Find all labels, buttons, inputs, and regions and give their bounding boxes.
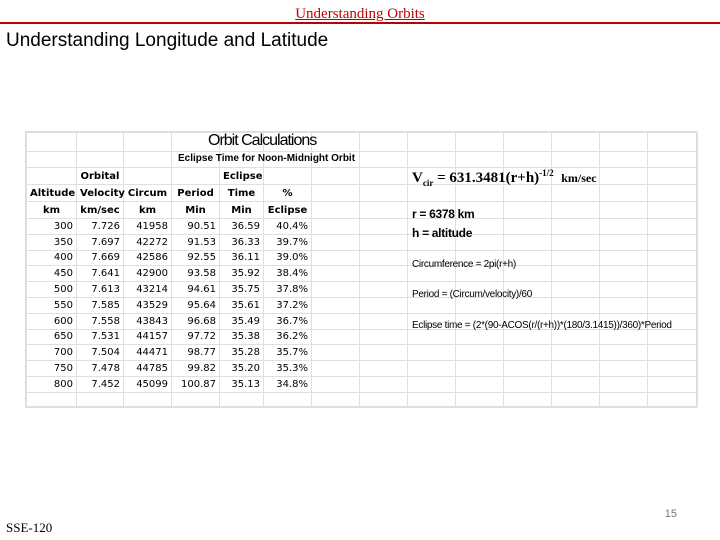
table-cell: 7.452 [77, 376, 124, 392]
table-cell: 99.82 [172, 361, 220, 377]
table-cell [552, 392, 600, 406]
table-cell [504, 234, 552, 250]
table-cell [504, 219, 552, 235]
orbit-table [26, 132, 698, 407]
table-cell: km [124, 202, 172, 219]
vcir-sub: cir [422, 178, 434, 188]
table-cell: 40.4% [264, 219, 312, 235]
table-cell [456, 392, 504, 406]
table-cell [648, 282, 698, 298]
radius-formula: r = 6378 km [412, 207, 475, 221]
table-cell [312, 376, 360, 392]
table-cell [360, 329, 408, 345]
table-cell: 44157 [124, 329, 172, 345]
table-cell [552, 376, 600, 392]
table-cell [360, 361, 408, 377]
table-cell: 35.13 [220, 376, 264, 392]
table-cell: Period [172, 185, 220, 202]
table-cell [264, 168, 312, 185]
table-cell [77, 133, 124, 152]
table-cell [552, 152, 600, 168]
table-cell [312, 202, 360, 219]
table-cell: Circum [124, 185, 172, 202]
table-cell: 90.51 [172, 219, 220, 235]
table-row [27, 219, 698, 235]
table-row [27, 133, 698, 152]
table-cell [360, 266, 408, 282]
table-cell [600, 168, 648, 185]
table-cell [27, 152, 77, 168]
table-cell [504, 329, 552, 345]
table-cell [312, 266, 360, 282]
table-cell [360, 133, 408, 152]
table-cell [648, 345, 698, 361]
table-cell [360, 376, 408, 392]
table-cell [408, 392, 456, 406]
table-cell: 43843 [124, 313, 172, 329]
table-cell: 7.726 [77, 219, 124, 235]
table-cell: km [27, 202, 77, 219]
table-cell [77, 392, 124, 406]
table-cell [312, 133, 360, 152]
table-cell: Orbital [77, 168, 124, 185]
table-cell [600, 202, 648, 219]
table-cell: Eclipse [264, 202, 312, 219]
table-cell [408, 345, 456, 361]
header-rule [0, 22, 720, 24]
table-cell: 38.4% [264, 266, 312, 282]
table-cell: 42586 [124, 250, 172, 266]
table-cell [456, 152, 504, 168]
circumference-formula: Circumference = 2pi(r+h) [412, 259, 516, 270]
table-cell [408, 376, 456, 392]
table-cell: 600 [27, 313, 77, 329]
table-cell [408, 152, 456, 168]
table-cell: 44471 [124, 345, 172, 361]
table-cell: 35.92 [220, 266, 264, 282]
table-cell [552, 266, 600, 282]
table-cell [552, 219, 600, 235]
table-cell [124, 133, 172, 152]
table-cell [648, 219, 698, 235]
table-cell: 650 [27, 329, 77, 345]
table-cell [456, 329, 504, 345]
table-cell [312, 250, 360, 266]
table-cell [504, 152, 552, 168]
table-cell: 35.75 [220, 282, 264, 298]
table-cell [648, 376, 698, 392]
table-cell [648, 250, 698, 266]
table-cell [552, 133, 600, 152]
table-cell: 95.64 [172, 297, 220, 313]
table-cell [600, 250, 648, 266]
table-row [27, 297, 698, 313]
table-cell [648, 361, 698, 377]
table-cell [552, 282, 600, 298]
table-cell: 7.585 [77, 297, 124, 313]
table-cell [312, 185, 360, 202]
table-row [27, 376, 698, 392]
table-cell [648, 266, 698, 282]
table-cell [124, 168, 172, 185]
table-cell [600, 329, 648, 345]
table-cell [600, 345, 648, 361]
table-cell: 550 [27, 297, 77, 313]
table-cell [27, 168, 77, 185]
table-cell: Altitude [27, 185, 77, 202]
table-cell [360, 250, 408, 266]
table-cell [27, 133, 77, 152]
table-cell: 94.61 [172, 282, 220, 298]
table-cell: 98.77 [172, 345, 220, 361]
table-row [27, 202, 698, 219]
table-cell [600, 392, 648, 406]
table-cell [360, 202, 408, 219]
table-cell [600, 266, 648, 282]
table-row [27, 185, 698, 202]
table-cell: 97.72 [172, 329, 220, 345]
table-cell: 7.531 [77, 329, 124, 345]
table-cell [312, 345, 360, 361]
table-cell: 35.28 [220, 345, 264, 361]
table-cell [600, 376, 648, 392]
table-row [27, 152, 698, 168]
table-cell [504, 376, 552, 392]
table-cell [264, 392, 312, 406]
table-cell [312, 234, 360, 250]
table-cell [360, 234, 408, 250]
table-cell [600, 297, 648, 313]
table-cell: 300 [27, 219, 77, 235]
altitude-formula: h = altitude [412, 226, 473, 240]
table-cell [600, 282, 648, 298]
table-cell: 7.697 [77, 234, 124, 250]
course-code: SSE-120 [6, 520, 53, 535]
table-cell [648, 202, 698, 219]
table-cell: 35.3% [264, 361, 312, 377]
table-cell: 41958 [124, 219, 172, 235]
sheet-subtitle: Eclipse Time for Noon-Midnight Orbit [178, 153, 356, 164]
table-cell: 36.11 [220, 250, 264, 266]
table-cell [504, 392, 552, 406]
table-cell: 39.0% [264, 250, 312, 266]
table-cell: 7.478 [77, 361, 124, 377]
table-cell [600, 361, 648, 377]
table-cell [360, 168, 408, 185]
table-cell: 42900 [124, 266, 172, 282]
table-cell [648, 234, 698, 250]
sheet-title: Orbit Calculations [208, 132, 317, 149]
velocity-formula [412, 168, 597, 188]
table-cell [552, 297, 600, 313]
table-cell: Eclipse [220, 168, 264, 185]
period-formula: Period = (Circum/velocity)/60 [412, 289, 532, 300]
table-cell [312, 297, 360, 313]
table-cell: % [264, 185, 312, 202]
table-cell [456, 345, 504, 361]
table-cell: 450 [27, 266, 77, 282]
table-row [27, 361, 698, 377]
table-cell: 91.53 [172, 234, 220, 250]
table-cell [360, 313, 408, 329]
eclipse-formula: Eclipse time = (2*(90-ACOS(r/(r+h))*(180/3.1415))/360)*Period [412, 320, 672, 331]
table-cell: 7.504 [77, 345, 124, 361]
table-cell: 36.2% [264, 329, 312, 345]
table-cell [124, 392, 172, 406]
table-cell: 35.61 [220, 297, 264, 313]
table-cell: 34.8% [264, 376, 312, 392]
table-cell [220, 392, 264, 406]
table-cell: 45099 [124, 376, 172, 392]
table-cell [552, 202, 600, 219]
table-cell [456, 133, 504, 152]
table-cell [360, 219, 408, 235]
table-row [27, 345, 698, 361]
table-cell: 35.20 [220, 361, 264, 377]
table-cell: 44785 [124, 361, 172, 377]
table-cell: 92.55 [172, 250, 220, 266]
table-cell: 7.669 [77, 250, 124, 266]
table-cell: 96.68 [172, 313, 220, 329]
table-cell [408, 133, 456, 152]
slide-title: Understanding Longitude and Latitude [6, 30, 329, 51]
table-cell: Time [220, 185, 264, 202]
table-row [27, 282, 698, 298]
table-cell [172, 392, 220, 406]
table-cell [552, 329, 600, 345]
table-cell: 39.7% [264, 234, 312, 250]
table-cell [408, 361, 456, 377]
table-cell: 36.7% [264, 313, 312, 329]
table-cell [312, 361, 360, 377]
page-number: 15 [664, 508, 677, 520]
table-cell [456, 361, 504, 377]
table-row [27, 329, 698, 345]
table-cell [360, 282, 408, 298]
table-cell: Velocity [77, 185, 124, 202]
table-cell [360, 185, 408, 202]
table-cell: 35.7% [264, 345, 312, 361]
table-cell [504, 133, 552, 152]
table-cell: 43214 [124, 282, 172, 298]
table-cell [552, 234, 600, 250]
table-cell: 700 [27, 345, 77, 361]
vcir-symbol: V [412, 170, 423, 186]
table-cell: km/sec [77, 202, 124, 219]
table-cell: 750 [27, 361, 77, 377]
table-cell [648, 133, 698, 152]
table-cell [648, 297, 698, 313]
table-cell: 36.59 [220, 219, 264, 235]
table-cell: 37.8% [264, 282, 312, 298]
table-cell [360, 345, 408, 361]
table-cell [648, 168, 698, 185]
table-cell: 35.49 [220, 313, 264, 329]
table-cell [552, 345, 600, 361]
table-cell: 37.2% [264, 297, 312, 313]
vcir-unit: km/sec [561, 171, 597, 185]
table-cell [648, 392, 698, 406]
table-cell: Min [220, 202, 264, 219]
table-cell [600, 219, 648, 235]
table-cell [360, 392, 408, 406]
table-cell [456, 376, 504, 392]
table-cell: 400 [27, 250, 77, 266]
table-cell [312, 219, 360, 235]
table-row [27, 234, 698, 250]
table-cell: 500 [27, 282, 77, 298]
table-cell [600, 133, 648, 152]
table-cell [504, 361, 552, 377]
table-cell [552, 361, 600, 377]
table-cell [648, 152, 698, 168]
table-cell [312, 392, 360, 406]
table-cell: 36.33 [220, 234, 264, 250]
table-cell [312, 168, 360, 185]
table-cell: 93.58 [172, 266, 220, 282]
slide-header: Understanding Orbits [295, 6, 425, 22]
table-cell [172, 168, 220, 185]
table-cell: 100.87 [172, 376, 220, 392]
table-cell [648, 329, 698, 345]
table-row [27, 250, 698, 266]
table-cell: 7.641 [77, 266, 124, 282]
table-cell: 7.613 [77, 282, 124, 298]
table-cell: 35.38 [220, 329, 264, 345]
table-cell [648, 185, 698, 202]
table-cell [360, 152, 408, 168]
table-cell [124, 152, 172, 168]
table-cell [600, 185, 648, 202]
table-row [27, 392, 698, 406]
table-cell: 42272 [124, 234, 172, 250]
table-cell [27, 392, 77, 406]
table-row [27, 266, 698, 282]
table-cell: Min [172, 202, 220, 219]
table-cell [312, 282, 360, 298]
table-cell [77, 152, 124, 168]
table-cell [504, 202, 552, 219]
table-cell [312, 329, 360, 345]
vcir-exp: -1/2 [539, 168, 554, 178]
table-cell: 800 [27, 376, 77, 392]
table-cell [312, 313, 360, 329]
table-cell [504, 345, 552, 361]
table-cell [600, 234, 648, 250]
table-cell [408, 329, 456, 345]
spreadsheet-image [25, 131, 697, 408]
table-cell: 43529 [124, 297, 172, 313]
table-cell [360, 297, 408, 313]
table-cell [600, 152, 648, 168]
table-cell [552, 250, 600, 266]
table-cell: 7.558 [77, 313, 124, 329]
table-cell: 350 [27, 234, 77, 250]
vcir-eq: = 631.3481(r+h) [433, 170, 540, 186]
